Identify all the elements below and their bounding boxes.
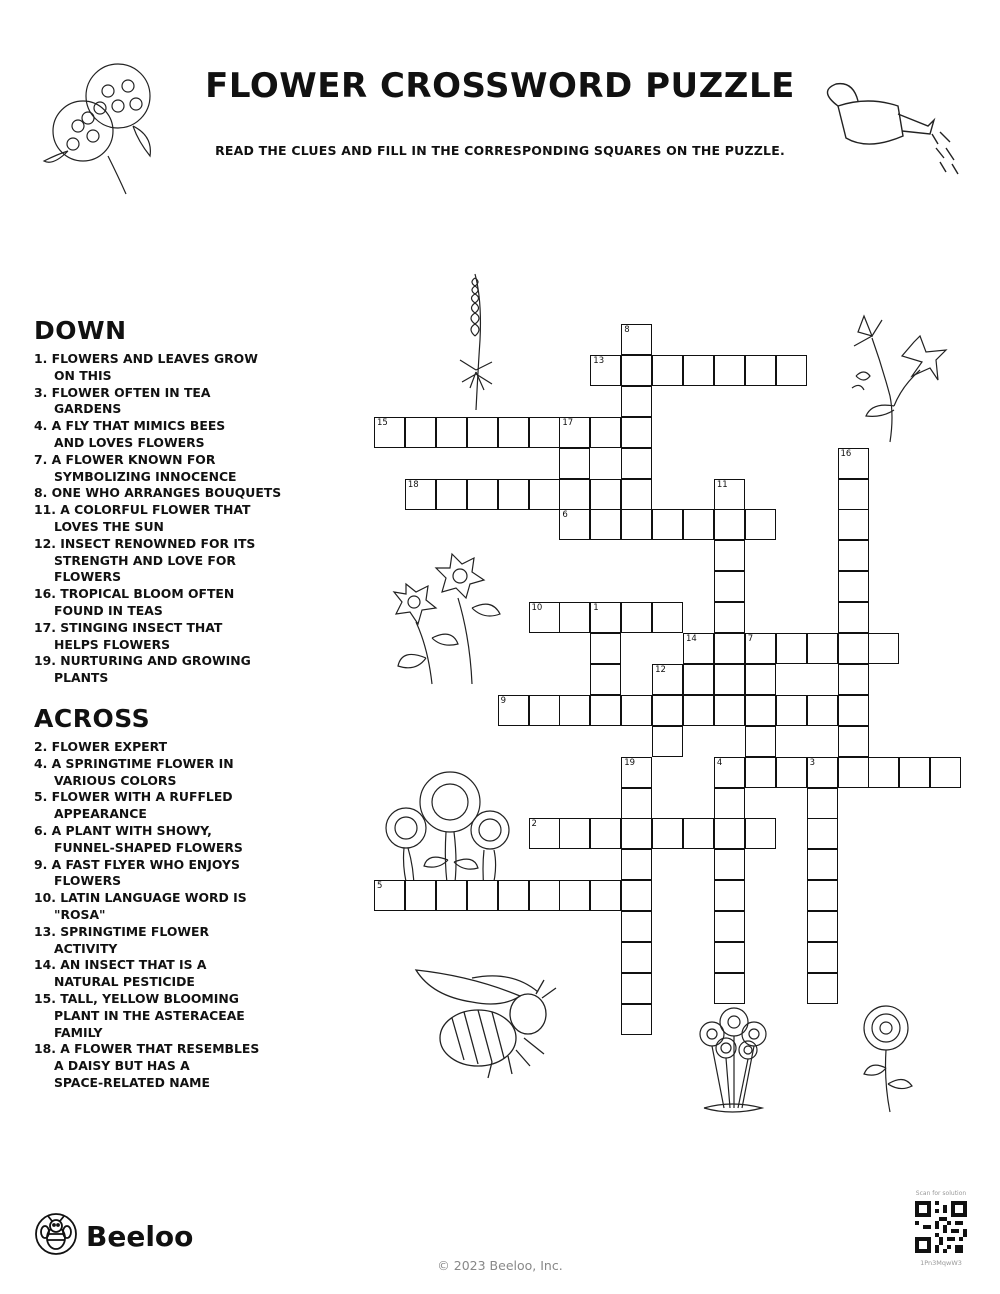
crossword-cell[interactable] bbox=[590, 880, 621, 911]
crossword-cell[interactable] bbox=[590, 479, 621, 510]
rose-icon bbox=[856, 1002, 916, 1114]
crossword-cell[interactable] bbox=[838, 448, 869, 479]
down-clue bbox=[34, 418, 344, 452]
clue-number: 3 bbox=[809, 757, 816, 768]
qr-block bbox=[908, 1190, 974, 1267]
crossword-cell[interactable] bbox=[590, 633, 621, 664]
crossword-cell[interactable] bbox=[838, 664, 869, 695]
crossword-cell[interactable] bbox=[529, 695, 560, 726]
across-clue bbox=[34, 991, 344, 1041]
lupine-flower-icon bbox=[452, 270, 498, 412]
crossword-cell[interactable] bbox=[529, 818, 560, 849]
watering-can-icon bbox=[818, 76, 968, 186]
crossword-cell[interactable] bbox=[807, 849, 838, 880]
crossword-cell[interactable] bbox=[868, 633, 899, 664]
daisy-bouquet-icon bbox=[690, 1004, 774, 1116]
crossword-cell[interactable] bbox=[374, 417, 405, 448]
down-clue-line: STRENGTH AND LOVE FOR bbox=[54, 552, 236, 568]
crossword-cell[interactable] bbox=[652, 602, 683, 633]
across-clue bbox=[34, 756, 344, 790]
daffodil-icon bbox=[392, 548, 504, 688]
crossword-cell[interactable] bbox=[621, 788, 652, 819]
crossword-cell[interactable] bbox=[621, 386, 652, 417]
crossword-cell[interactable] bbox=[498, 479, 529, 510]
down-clue-line: 7. A FLOWER KNOWN FOR bbox=[34, 451, 216, 467]
crossword-cell[interactable] bbox=[776, 757, 807, 788]
across-clue bbox=[34, 857, 344, 891]
crossword-cell[interactable] bbox=[714, 571, 745, 602]
crossword-cell[interactable] bbox=[559, 602, 590, 633]
down-clue-line: 12. INSECT RENOWNED FOR ITS bbox=[34, 535, 256, 551]
crossword-cell[interactable] bbox=[559, 509, 590, 540]
across-clue-line: 9. A FAST FLYER WHO ENJOYS bbox=[34, 856, 240, 872]
crossword-cell[interactable] bbox=[714, 911, 745, 942]
across-clue-line: SPACE-RELATED NAME bbox=[54, 1074, 210, 1090]
crossword-cell[interactable] bbox=[714, 633, 745, 664]
across-clue-line: 6. A PLANT WITH SHOWY, bbox=[34, 822, 212, 838]
clue-number: 12 bbox=[655, 664, 666, 675]
crossword-cell[interactable] bbox=[838, 602, 869, 633]
across-clue-line: VARIOUS COLORS bbox=[54, 772, 177, 788]
crossword-cell[interactable] bbox=[590, 664, 621, 695]
crossword-cell[interactable] bbox=[590, 695, 621, 726]
down-clue bbox=[34, 351, 344, 385]
crossword-cell[interactable] bbox=[590, 602, 621, 633]
page-title: FLOWER CROSSWORD PUZZLE bbox=[205, 66, 795, 106]
crossword-cell[interactable] bbox=[745, 355, 776, 386]
crossword-cell[interactable] bbox=[714, 818, 745, 849]
clue-number: 10 bbox=[531, 603, 543, 614]
crossword-cell[interactable] bbox=[621, 602, 652, 633]
crossword-cell[interactable] bbox=[714, 788, 745, 819]
clue-number: 4 bbox=[716, 757, 723, 768]
clue-number: 6 bbox=[562, 510, 568, 521]
crossword-cell[interactable] bbox=[590, 509, 621, 540]
crossword-cell[interactable] bbox=[559, 818, 590, 849]
crossword-cell[interactable] bbox=[621, 849, 652, 880]
down-clue-line: 11. A COLORFUL FLOWER THAT bbox=[34, 502, 251, 518]
crossword-cell[interactable] bbox=[621, 757, 652, 788]
crossword-cell[interactable] bbox=[621, 942, 652, 973]
down-clue-line: 8. ONE WHO ARRANGES BOUQUETS bbox=[34, 485, 282, 501]
crossword-cell[interactable] bbox=[838, 540, 869, 571]
sunflowers-icon bbox=[384, 768, 514, 892]
crossword-cell[interactable] bbox=[838, 695, 869, 726]
crossword-cell[interactable] bbox=[714, 602, 745, 633]
crossword-cell[interactable] bbox=[930, 757, 961, 788]
crossword-cell[interactable] bbox=[714, 540, 745, 571]
crossword-cell[interactable] bbox=[621, 448, 652, 479]
across-clue-line: NATURAL PESTICIDE bbox=[54, 974, 195, 990]
crossword-cell[interactable] bbox=[807, 757, 838, 788]
crossword-cell[interactable] bbox=[559, 448, 590, 479]
across-clue bbox=[34, 890, 344, 924]
crossword-cell[interactable] bbox=[683, 695, 714, 726]
across-clue bbox=[34, 739, 344, 756]
across-clue bbox=[34, 957, 344, 991]
down-clue bbox=[34, 502, 344, 536]
clue-number: 2 bbox=[531, 819, 537, 830]
crossword-cell[interactable] bbox=[807, 942, 838, 973]
crossword-cell[interactable] bbox=[807, 818, 838, 849]
crossword-cell[interactable] bbox=[714, 757, 745, 788]
crossword-cell[interactable] bbox=[405, 417, 436, 448]
crossword-cell[interactable] bbox=[436, 479, 467, 510]
qr-code-text: 1Pn3MqwW3 bbox=[920, 1259, 962, 1267]
crossword-cell[interactable] bbox=[621, 479, 652, 510]
brand-name: Beeloo bbox=[86, 1219, 194, 1253]
crossword-cell[interactable] bbox=[838, 509, 869, 540]
across-clue-line: FLOWERS bbox=[54, 873, 122, 889]
across-clue-line: 4. A SPRINGTIME FLOWER IN bbox=[34, 755, 234, 771]
across-clues bbox=[34, 704, 344, 1092]
crossword-cell[interactable] bbox=[807, 880, 838, 911]
crossword-cell[interactable] bbox=[590, 818, 621, 849]
crossword-cell[interactable] bbox=[683, 355, 714, 386]
clue-number: 19 bbox=[624, 757, 636, 768]
crossword-cell[interactable] bbox=[529, 880, 560, 911]
bee-logo-icon bbox=[34, 1212, 78, 1260]
across-clue-line: "ROSA" bbox=[54, 906, 106, 922]
clue-number: 11 bbox=[716, 479, 728, 490]
crossword-cell[interactable] bbox=[776, 695, 807, 726]
clue-number: 5 bbox=[377, 881, 383, 892]
crossword-cell[interactable] bbox=[652, 818, 683, 849]
across-clue-line: 15. TALL, YELLOW BLOOMING bbox=[34, 990, 239, 1006]
crossword-cell[interactable] bbox=[529, 479, 560, 510]
crossword-cell[interactable] bbox=[714, 355, 745, 386]
across-clue-list bbox=[34, 739, 344, 1092]
crossword-cell[interactable] bbox=[621, 355, 652, 386]
crossword-cell[interactable] bbox=[838, 571, 869, 602]
down-clue-line: 17. STINGING INSECT THAT bbox=[34, 619, 223, 635]
crossword-cell[interactable] bbox=[621, 818, 652, 849]
crossword-cell[interactable] bbox=[621, 509, 652, 540]
crossword-cell[interactable] bbox=[621, 880, 652, 911]
crossword-cell[interactable] bbox=[838, 726, 869, 757]
across-clue bbox=[34, 789, 344, 823]
crossword-cell[interactable] bbox=[590, 417, 621, 448]
down-clue-line: HELPS FLOWERS bbox=[54, 636, 171, 652]
down-clue-line: 19. NURTURING AND GROWING bbox=[34, 653, 251, 669]
down-clue bbox=[34, 485, 344, 502]
down-clue bbox=[34, 653, 344, 687]
crossword-cell[interactable] bbox=[714, 880, 745, 911]
across-clue-line: 18. A FLOWER THAT RESEMBLES bbox=[34, 1041, 260, 1057]
crossword-cell[interactable] bbox=[621, 973, 652, 1004]
crossword-cell[interactable] bbox=[899, 757, 930, 788]
clue-number: 17 bbox=[562, 417, 574, 428]
crossword-cell[interactable] bbox=[559, 417, 590, 448]
down-clue-line: PLANTS bbox=[54, 670, 109, 686]
across-clue-line: 2. FLOWER EXPERT bbox=[34, 739, 168, 754]
crossword-cell[interactable] bbox=[714, 973, 745, 1004]
crossword-cell[interactable] bbox=[590, 355, 621, 386]
crossword-cell[interactable] bbox=[652, 355, 683, 386]
clue-number: 16 bbox=[840, 448, 852, 459]
crossword-cell[interactable] bbox=[683, 664, 714, 695]
across-clue-line: FUNNEL-SHAPED FLOWERS bbox=[54, 839, 243, 855]
crossword-cell[interactable] bbox=[652, 726, 683, 757]
down-clue-line: AND LOVES FLOWERS bbox=[54, 434, 205, 450]
down-heading: DOWN bbox=[34, 316, 127, 345]
crossword-cell[interactable] bbox=[714, 695, 745, 726]
crossword-cell[interactable] bbox=[467, 479, 498, 510]
clue-number: 13 bbox=[593, 355, 605, 366]
down-clue-line: FOUND IN TEAS bbox=[54, 602, 163, 618]
crossword-cell[interactable] bbox=[652, 664, 683, 695]
crossword-cell[interactable] bbox=[714, 849, 745, 880]
down-clue bbox=[34, 586, 344, 620]
crossword-cell[interactable] bbox=[714, 509, 745, 540]
across-clue bbox=[34, 924, 344, 958]
crossword-cell[interactable] bbox=[621, 417, 652, 448]
clue-number: 1 bbox=[593, 603, 599, 614]
down-clue-line: GARDENS bbox=[54, 401, 122, 417]
crossword-cell[interactable] bbox=[807, 973, 838, 1004]
lily-flower-icon bbox=[842, 306, 952, 444]
crossword-cell[interactable] bbox=[529, 417, 560, 448]
instructions: READ THE CLUES AND FILL IN THE CORRESPONDING SQUARES ON THE PUZZLE. bbox=[215, 143, 785, 158]
crossword-cell[interactable] bbox=[807, 695, 838, 726]
crossword-cell[interactable] bbox=[714, 942, 745, 973]
brand-logo bbox=[34, 1212, 193, 1260]
crossword-cell[interactable] bbox=[838, 633, 869, 664]
down-clue-line: 3. FLOWER OFTEN IN TEA bbox=[34, 384, 211, 400]
crossword-cell[interactable] bbox=[529, 602, 560, 633]
crossword-cell[interactable] bbox=[745, 633, 776, 664]
down-clue-list bbox=[34, 351, 344, 687]
clue-number: 18 bbox=[407, 479, 419, 490]
crossword-cell[interactable] bbox=[745, 664, 776, 695]
crossword-cell[interactable] bbox=[436, 417, 467, 448]
clue-number: 14 bbox=[686, 634, 697, 644]
crossword-cell[interactable] bbox=[776, 633, 807, 664]
across-clue-line: 13. SPRINGTIME FLOWER bbox=[34, 923, 210, 939]
copyright: © 2023 Beeloo, Inc. bbox=[437, 1258, 563, 1273]
crossword-cell[interactable] bbox=[683, 509, 714, 540]
crossword-cell[interactable] bbox=[621, 1004, 652, 1035]
crossword-cell[interactable] bbox=[714, 479, 745, 510]
clue-number: 15 bbox=[377, 417, 388, 428]
across-clue-line: 5. FLOWER WITH A RUFFLED bbox=[34, 789, 233, 805]
crossword-cell[interactable] bbox=[683, 818, 714, 849]
crossword-cell[interactable] bbox=[559, 479, 590, 510]
down-clue-line: 4. A FLY THAT MIMICS BEES bbox=[34, 418, 226, 434]
clue-number: 7 bbox=[747, 634, 754, 644]
crossword-cell[interactable] bbox=[745, 695, 776, 726]
crossword-cell[interactable] bbox=[714, 664, 745, 695]
crossword-cell[interactable] bbox=[807, 633, 838, 664]
crossword-cell[interactable] bbox=[683, 633, 714, 664]
crossword-cell[interactable] bbox=[776, 355, 807, 386]
down-clue-line: LOVES THE SUN bbox=[54, 518, 164, 534]
crossword-cell[interactable] bbox=[652, 695, 683, 726]
across-clue-line: PLANT IN THE ASTERACEAE bbox=[54, 1007, 245, 1023]
across-clue-line: FAMILY bbox=[54, 1024, 103, 1040]
crossword-cell[interactable] bbox=[745, 509, 776, 540]
qr-caption: Scan for solution bbox=[915, 1190, 967, 1197]
crossword-cell[interactable] bbox=[621, 324, 652, 355]
crossword-cell[interactable] bbox=[652, 509, 683, 540]
crossword-cell[interactable] bbox=[621, 911, 652, 942]
across-clue bbox=[34, 1041, 344, 1091]
across-clue-line: 14. AN INSECT THAT IS A bbox=[34, 957, 207, 973]
crossword-cell[interactable] bbox=[838, 479, 869, 510]
crossword-cell[interactable] bbox=[838, 757, 869, 788]
down-clue-line: ON THIS bbox=[54, 367, 112, 383]
hydrangea-icon bbox=[38, 56, 188, 196]
down-clue-line: 16. TROPICAL BLOOM OFTEN bbox=[34, 586, 235, 602]
bee-illustration-icon bbox=[412, 966, 562, 1080]
crossword-cell[interactable] bbox=[745, 818, 776, 849]
down-clue-line: FLOWERS bbox=[54, 569, 122, 585]
across-clue-line: ACTIVITY bbox=[54, 940, 118, 956]
crossword-cell[interactable] bbox=[745, 726, 776, 757]
crossword-cell[interactable] bbox=[745, 757, 776, 788]
across-clue-line: 10. LATIN LANGUAGE WORD IS bbox=[34, 890, 247, 906]
down-clue bbox=[34, 620, 344, 654]
crossword-cell[interactable] bbox=[807, 911, 838, 942]
crossword-cell[interactable] bbox=[868, 757, 899, 788]
down-clue-line: SYMBOLIZING INNOCENCE bbox=[54, 468, 237, 484]
down-clue bbox=[34, 385, 344, 419]
clue-number: 9 bbox=[500, 695, 507, 706]
across-clue-line: APPEARANCE bbox=[54, 806, 147, 822]
down-clue bbox=[34, 536, 344, 586]
down-clue bbox=[34, 452, 344, 486]
down-clue-line: 1. FLOWERS AND LEAVES GROW bbox=[34, 351, 258, 366]
qr-code-icon[interactable] bbox=[915, 1201, 967, 1253]
crossword-cell[interactable] bbox=[559, 880, 590, 911]
crossword-cell[interactable] bbox=[467, 417, 498, 448]
clue-number: 8 bbox=[624, 325, 630, 335]
across-heading: ACROSS bbox=[34, 704, 151, 733]
crossword-cell[interactable] bbox=[498, 695, 529, 726]
crossword-cell[interactable] bbox=[405, 479, 436, 510]
crossword-cell[interactable] bbox=[807, 788, 838, 819]
down-clues bbox=[34, 316, 344, 687]
crossword-cell[interactable] bbox=[621, 695, 652, 726]
crossword-cell[interactable] bbox=[498, 417, 529, 448]
across-clue bbox=[34, 823, 344, 857]
across-clue-line: A DAISY BUT HAS A bbox=[54, 1058, 190, 1074]
crossword-cell[interactable] bbox=[559, 695, 590, 726]
